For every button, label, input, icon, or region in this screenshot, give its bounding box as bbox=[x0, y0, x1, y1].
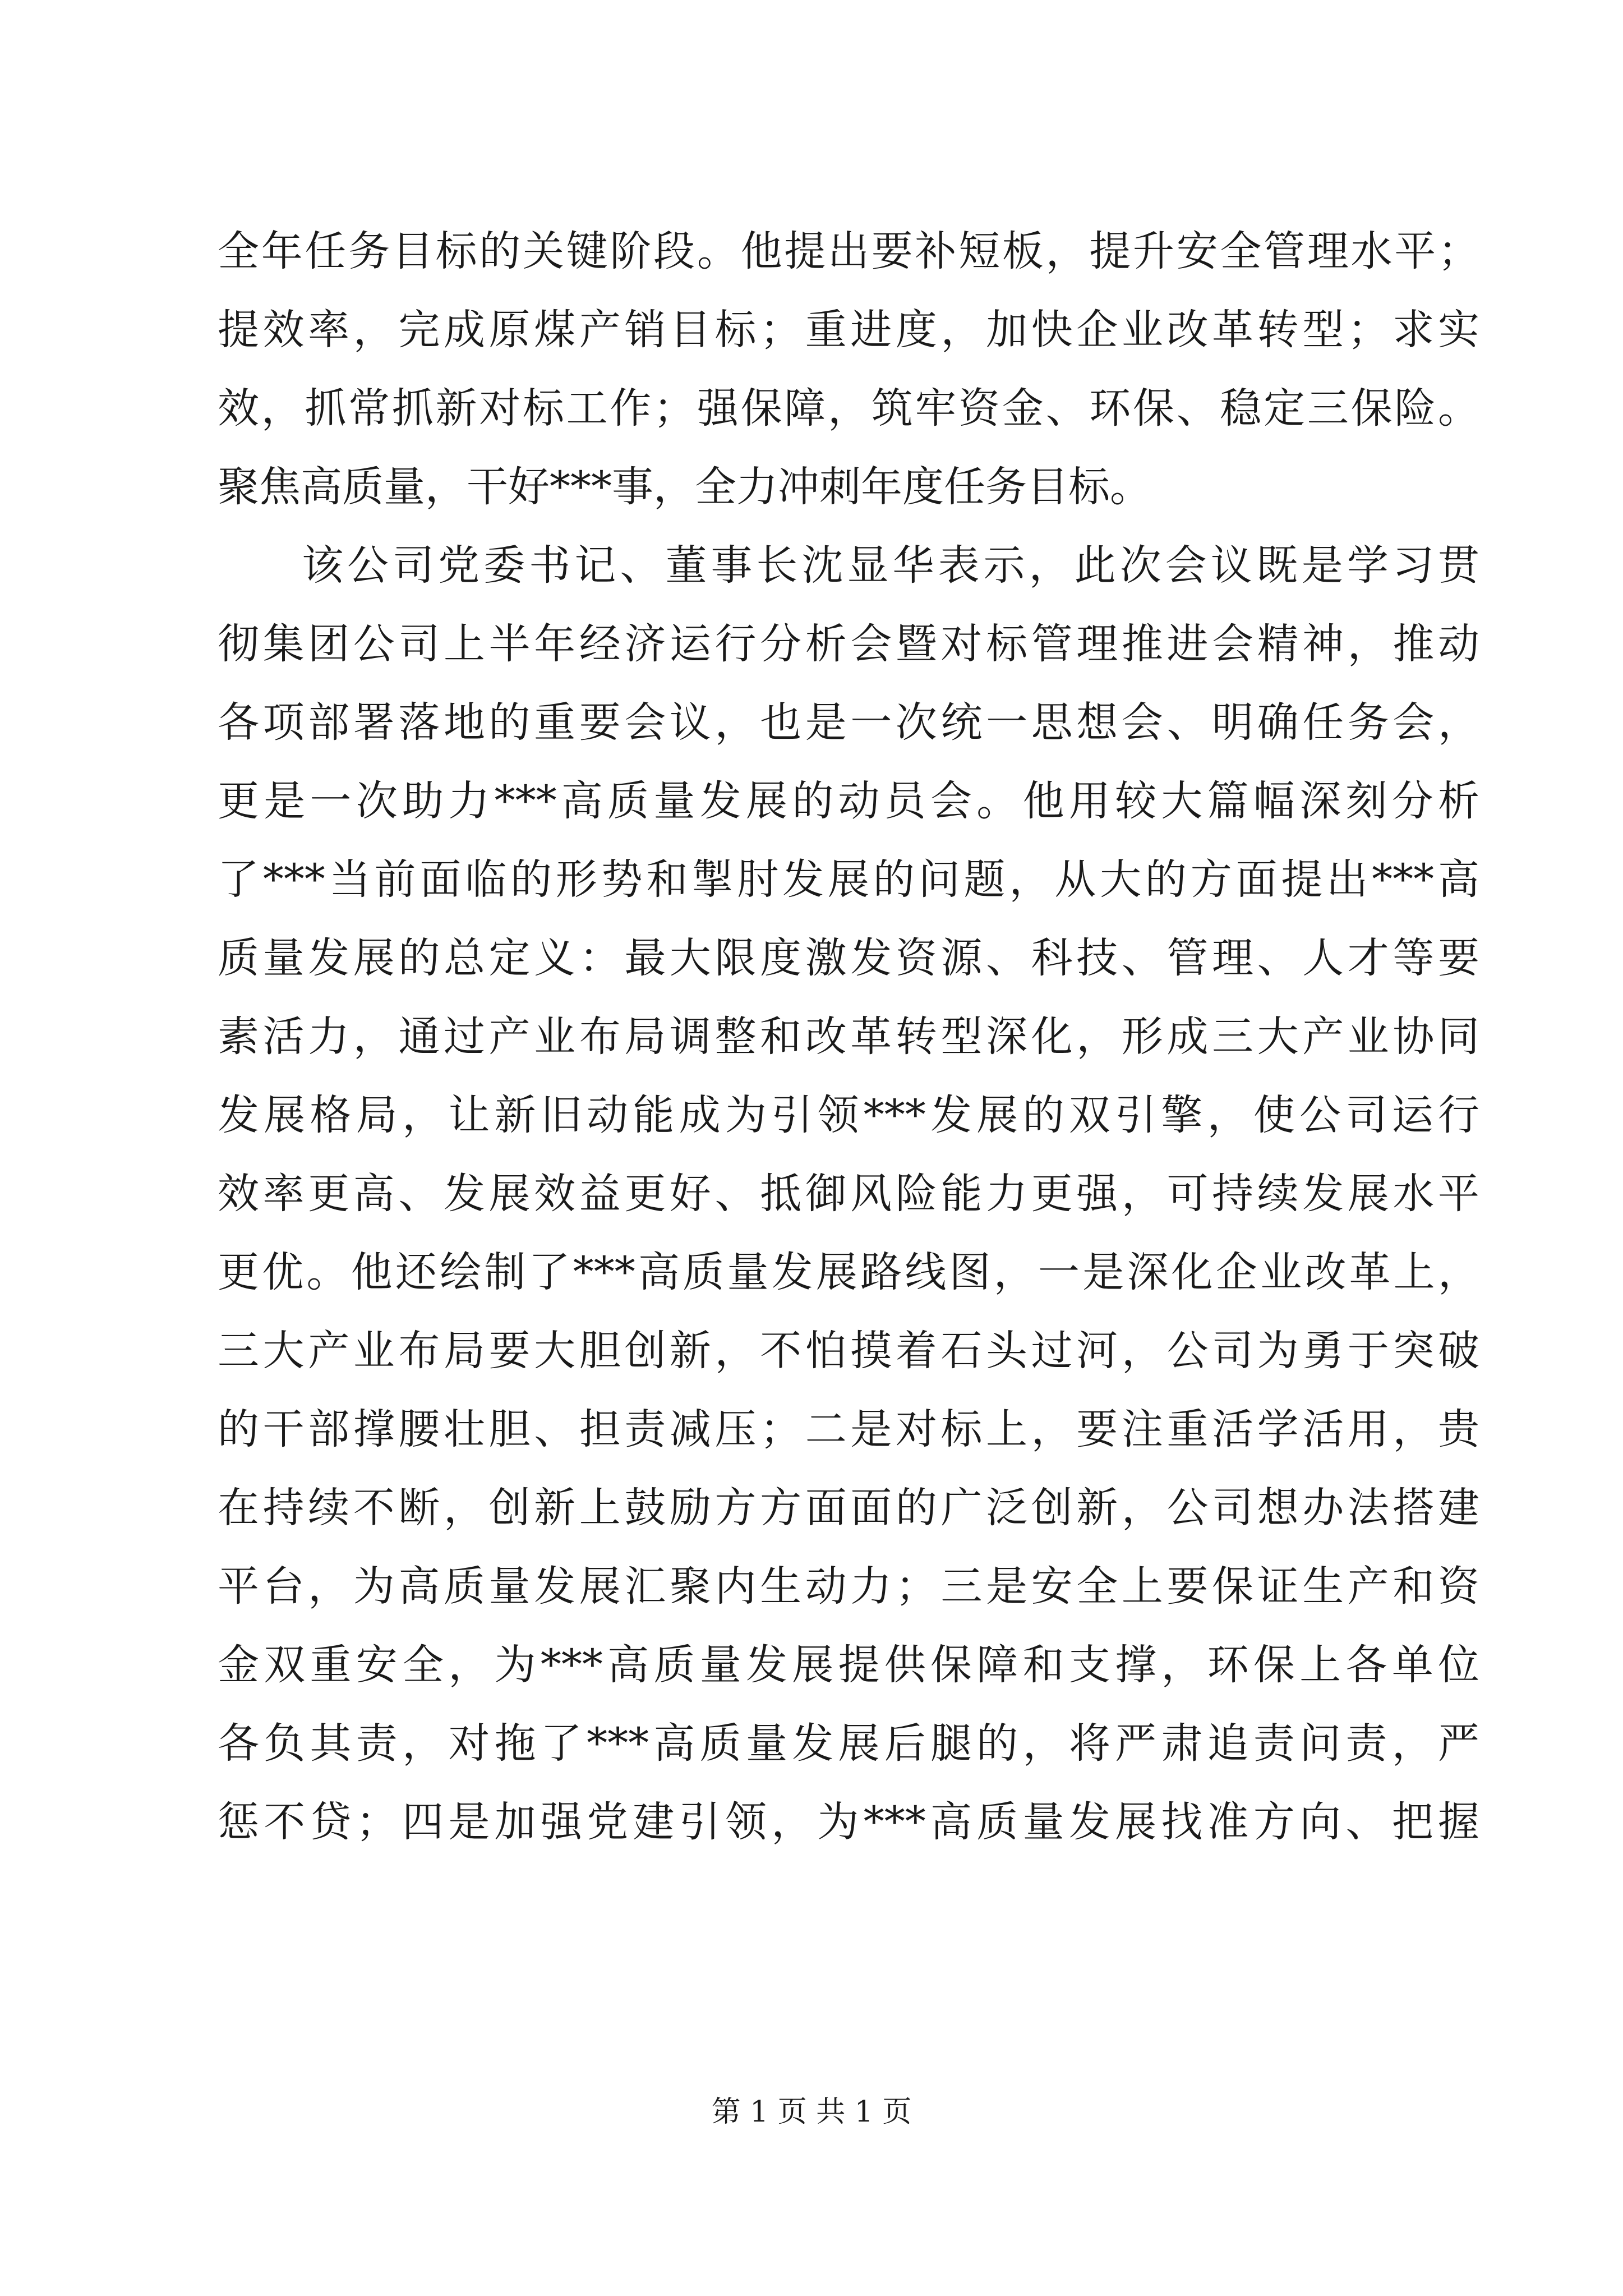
text-line: 彻集团公司上半年经济运行分析会暨对标管理推进会精神，推动 bbox=[218, 620, 1479, 668]
document-body bbox=[218, 212, 1479, 1861]
text-line: 聚焦高质量，干好***事，全力冲刺年度任务目标。 bbox=[218, 463, 1151, 511]
text-line: 效率更高、发展效益更好、抵御风险能力更强，可持续发展水平 bbox=[218, 1170, 1479, 1218]
text-line: 提效率，完成原煤产销目标；重进度，加快企业改革转型；求实 bbox=[218, 306, 1479, 354]
text-line: 三大产业布局要大胆创新，不怕摸着石头过河，公司为勇于突破 bbox=[218, 1327, 1479, 1375]
paragraph-2 bbox=[218, 526, 1479, 1861]
text-line: 全年任务目标的关键阶段。他提出要补短板，提升安全管理水平； bbox=[218, 227, 1479, 275]
text-line: 该公司党委书记、董事长沈显华表示，此次会议既是学习贯 bbox=[302, 541, 1479, 590]
text-line: 的干部撑腰壮胆、担责减压；二是对标上，要注重活学活用，贵 bbox=[218, 1405, 1479, 1453]
page-footer: 第 1 页 共 1 页 bbox=[711, 2095, 912, 2129]
text-line: 更优。他还绘制了***高质量发展路线图，一是深化企业改革上， bbox=[218, 1248, 1479, 1296]
text-line: 各负其责，对拖了***高质量发展后腿的，将严肃追责问责，严 bbox=[218, 1719, 1479, 1768]
text-line: 在持续不断，创新上鼓励方方面面的广泛创新，公司想办法搭建 bbox=[218, 1484, 1479, 1532]
text-line: 发展格局，让新旧动能成为引领***发展的双引擎，使公司运行 bbox=[218, 1091, 1479, 1139]
text-line: 效，抓常抓新对标工作；强保障，筑牢资金、环保、稳定三保险。 bbox=[218, 384, 1479, 432]
text-line: 了***当前面临的形势和掣肘发展的问题，从大的方面提出***高 bbox=[218, 855, 1479, 904]
text-line: 金双重安全，为***高质量发展提供保障和支撑，环保上各单位 bbox=[218, 1641, 1479, 1689]
paragraph-1 bbox=[218, 212, 1479, 526]
text-line: 各项部署落地的重要会议，也是一次统一思想会、明确任务会， bbox=[218, 698, 1479, 747]
text-line: 惩不贷；四是加强党建引领，为***高质量发展找准方向、把握 bbox=[218, 1798, 1479, 1846]
text-line: 素活力，通过产业布局调整和改革转型深化，形成三大产业协同 bbox=[218, 1013, 1479, 1061]
text-line: 平台，为高质量发展汇聚内生动力；三是安全上要保证生产和资 bbox=[218, 1562, 1479, 1611]
text-line: 质量发展的总定义：最大限度激发资源、科技、管理、人才等要 bbox=[218, 934, 1479, 982]
text-line: 更是一次助力***高质量发展的动员会。他用较大篇幅深刻分析 bbox=[218, 777, 1479, 825]
